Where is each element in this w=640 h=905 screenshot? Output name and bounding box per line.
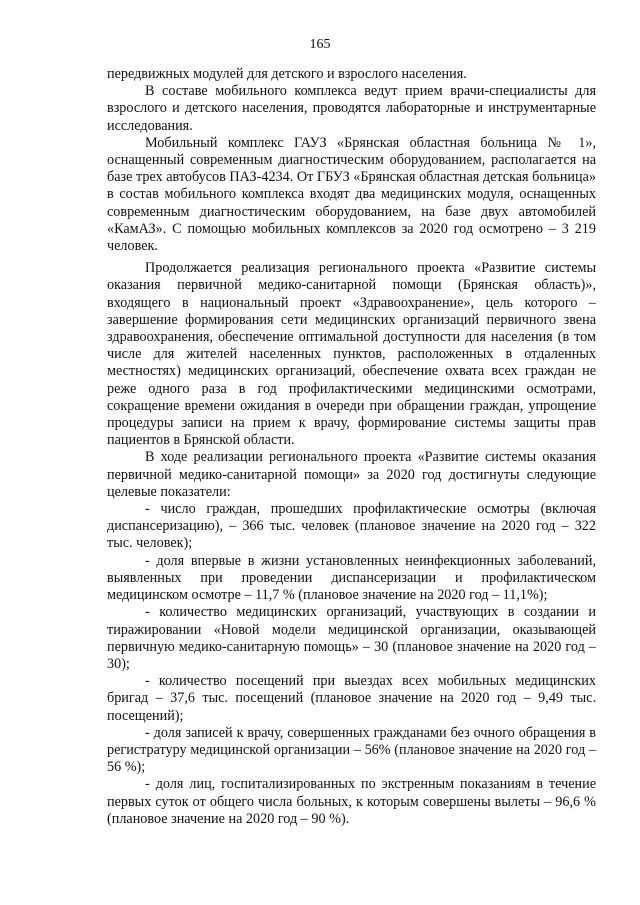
paragraph-continuation: передвижных модулей для детского и взрослого населения. (107, 66, 467, 82)
list-item-diseases-detected: - доля впервые в жизни установленных неинфекционных заболеваний, выявленных при проведении диспансеризации и профилактическом медицинском осмотре – 11,7 % (плановое значение на 2020 год – 11,1%); (107, 552, 596, 604)
paragraph-mobile-complex-equipment: Мобильный комплекс ГАУЗ «Брянская областная больница № 1», оснащенный современным диагностическим оборудованием, располагается на базе трех автобусов ПАЗ-4234. От ГБУЗ «Брянская областная детская больница» в состав мобильного комплекса входят два медицинских модуля, оснащенных современным диагностическим оборудованием, на базе двух автомобилей «КамАЗ». С помощью мобильных комплексов за 2020 год осмотрено – 3 219 человек. (107, 134, 596, 255)
list-item-new-model-organizations: - количество медицинских организаций, участвующих в создании и тиражировании «Новой модели медицинской организации, оказывающей первичную медико-санитарную помощь» – 30 (плановое значение на 2020 год – 30); (107, 604, 596, 672)
list-item-emergency-hospitalization: - доля лиц, госпитализированных по экстренным показаниям в течение первых суток от общего числа больных, к которым совершены вылеты – 96,6 % (плановое значение на 2020 год – 90 %). (107, 776, 596, 827)
paragraph-mobile-complex-staff: В составе мобильного комплекса ведут прием врачи-специалисты для взрослого и детского населения, проводятся лабораторные и инструментарные исследования. (107, 83, 596, 134)
page-number: 165 (309, 37, 331, 52)
list-item-mobile-visits: - количество посещений при выездах всех мобильных медицинских бригад – 37,6 тыс. посещений (плановое значение на 2020 год – 9,49 тыс. посещений); (107, 673, 596, 724)
paragraph-targets-intro: В ходе реализации регионального проекта «Развитие системы оказания первичной медико-санитарной помощи» за 2020 год достигнуты следующие целевые показатели: (107, 449, 596, 500)
document-body (107, 66, 596, 828)
list-item-remote-appointments: - доля записей к врачу, совершенных гражданами без очного обращения в регистратуру медицинской организации – 56% (плановое значение на 2020 год – 56 %); (107, 724, 596, 776)
paragraph-regional-project: Продолжается реализация регионального проекта «Развитие системы оказания первичной медико-санитарной помощи (Брянская область)», входящего в национальный проект «Здравоохранение», цель которого – завершение формирования сети медицинских организаций первичного звена здравоохранения, обеспечение оптимальной доступности для населения (в том числе для жителей населенных пунктов, расположенных в отдаленных местностях) медицинских организаций, обеспечение охвата всех граждан не реже одного раза в год профилактическими медицинскими осмотрами, сокращение времени ожидания в очереди при обращении граждан, упрощение процедуры записи на прием к врачу, формирование системы защиты прав пациентов в Брянской области. (107, 260, 596, 449)
list-item-checkups: - число граждан, прошедших профилактические осмотры (включая диспансеризацию), – 366 тыс. человек (плановое значение на 2020 год – 322 тыс. человек); (107, 501, 596, 552)
